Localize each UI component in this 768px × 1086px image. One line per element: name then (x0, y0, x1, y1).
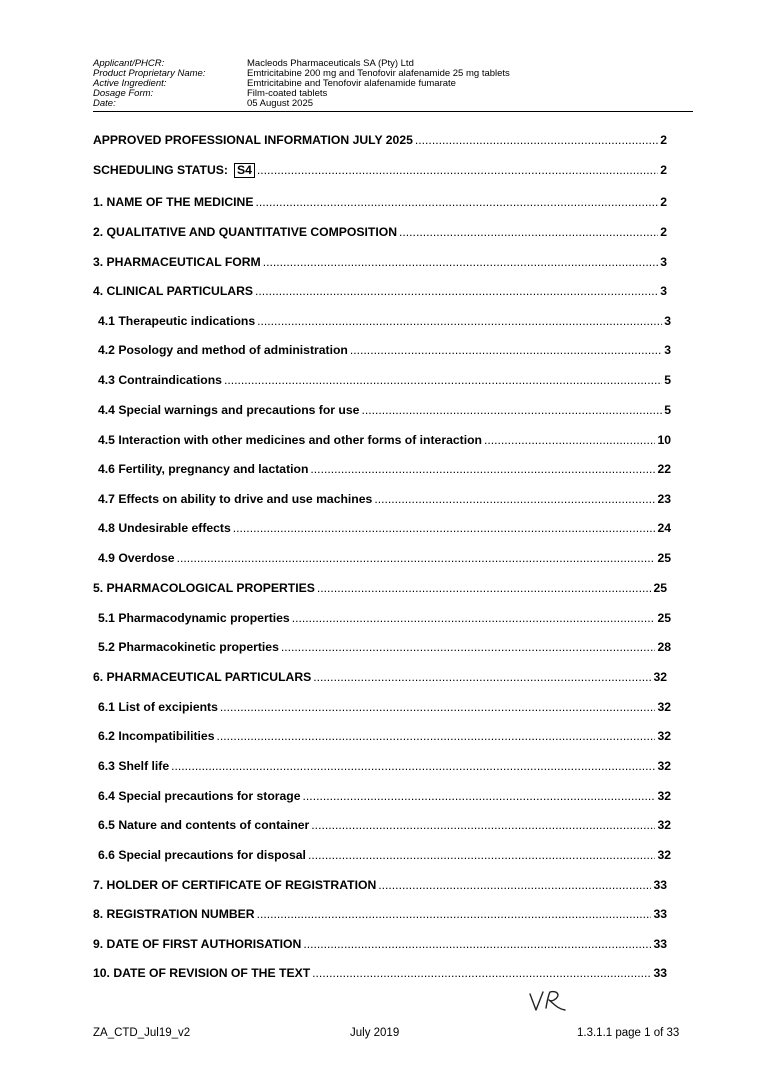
header-row-active-ingredient (93, 79, 693, 89)
toc-entry-page: 25 (653, 581, 667, 595)
toc-leader-dots (312, 966, 651, 980)
toc-entry-page: 2 (660, 225, 667, 239)
toc-entry-title: 6. PHARMACEUTICAL PARTICULARS (93, 670, 312, 684)
toc-entry-title: 4. CLINICAL PARTICULARS (93, 284, 254, 298)
toc-leader-dots (415, 133, 658, 147)
toc-entry[interactable] (98, 759, 671, 773)
toc-entry[interactable] (93, 937, 667, 951)
toc-entry-title: 4.3 Contraindications (98, 373, 222, 387)
toc-entry-page: 23 (657, 492, 671, 506)
toc-entry-title: 8. REGISTRATION NUMBER (93, 907, 255, 921)
toc-entry-page: 32 (657, 759, 671, 773)
header-label: Active Ingredient: (93, 78, 167, 89)
toc-entry-page: 32 (657, 848, 671, 862)
toc-entry-title: 6.3 Shelf life (98, 759, 170, 773)
toc-leader-dots (317, 581, 652, 595)
toc-entry-title: 2. QUALITATIVE AND QUANTITATIVE COMPOSITION (93, 225, 398, 239)
toc-entry[interactable] (98, 462, 671, 476)
toc-entry[interactable] (98, 818, 671, 832)
toc-leader-dots (374, 492, 655, 506)
header-label: Dosage Form: (93, 88, 154, 99)
signature-image (528, 988, 568, 1014)
header-value: Film-coated tablets (247, 88, 328, 99)
header-row-date (93, 99, 693, 109)
toc-entry[interactable] (98, 521, 671, 535)
toc-leader-dots (233, 521, 656, 535)
toc-entry[interactable] (98, 700, 671, 714)
toc-leader-dots (217, 729, 656, 743)
header-value: 05 August 2025 (247, 98, 314, 109)
toc-entry[interactable] (93, 195, 667, 209)
toc-leader-dots (263, 255, 659, 269)
toc-entry-title: 6.6 Special precautions for disposal (98, 848, 306, 862)
toc-leader-dots (171, 759, 655, 773)
toc-entry-title: 4.5 Interaction with other medicines and other forms of interaction (98, 433, 482, 447)
toc-entry-page: 32 (657, 818, 671, 832)
toc-entry-title: 9. DATE OF FIRST AUTHORISATION (93, 937, 302, 951)
toc-leader-dots (303, 937, 651, 951)
toc-entry[interactable] (98, 373, 671, 387)
toc-entry-page: 22 (657, 462, 671, 476)
toc-entry-title: SCHEDULING STATUS: (93, 163, 228, 177)
toc-entry-page: 10 (657, 433, 671, 447)
toc-entry-title: 4.8 Undesirable effects (98, 521, 231, 535)
toc-entry-page: 33 (653, 907, 667, 921)
toc-entry[interactable] (93, 878, 667, 892)
toc-entry-title: 6.4 Special precautions for storage (98, 789, 301, 803)
toc-leader-dots (255, 284, 658, 298)
toc-leader-dots (310, 462, 655, 476)
document-header (93, 59, 693, 112)
toc-entry-page: 32 (653, 670, 667, 684)
toc-entry[interactable] (98, 611, 671, 625)
toc-entry-title: 5.2 Pharmacokinetic properties (98, 640, 279, 654)
toc-entry[interactable] (98, 403, 671, 417)
toc-entry[interactable] (93, 966, 667, 980)
toc-leader-dots (303, 789, 656, 803)
header-value: Emtricitabine and Tenofovir alafenamide fumarate (247, 78, 456, 89)
toc-entry[interactable] (93, 581, 667, 595)
toc-entry-page: 32 (657, 789, 671, 803)
toc-entry-page: 3 (660, 284, 667, 298)
toc-leader-dots (224, 373, 662, 387)
toc-entry-page: 3 (660, 255, 667, 269)
toc-entry-page: 2 (660, 195, 667, 209)
toc-entry-page: 24 (657, 521, 671, 535)
toc-entry-title: 6.2 Incompatibilities (98, 729, 215, 743)
toc-entry[interactable] (98, 789, 671, 803)
toc-entry[interactable] (98, 492, 671, 506)
header-value: Emtricitabine 200 mg and Tenofovir alafenamide 25 mg tablets (247, 68, 510, 79)
toc-leader-dots (255, 195, 658, 209)
toc-leader-dots (378, 878, 651, 892)
toc-entry-page: 33 (653, 937, 667, 951)
toc-entry-title: 4.1 Therapeutic indications (98, 314, 256, 328)
toc-leader-dots (399, 225, 658, 239)
toc-entry-title: 5.1 Pharmacodynamic properties (98, 611, 290, 625)
footer-page-number: 1.3.1.1 page 1 of 33 (577, 1027, 680, 1039)
toc-entry[interactable] (98, 433, 671, 447)
header-label: Date: (93, 98, 116, 109)
toc-entry-title: 10. DATE OF REVISION OF THE TEXT (93, 966, 311, 980)
scheduling-status-box: S4 (234, 163, 255, 178)
toc-entry-page: 32 (657, 700, 671, 714)
toc-leader-dots (220, 700, 656, 714)
toc-entry[interactable] (93, 670, 667, 684)
toc-entry-title: 1. NAME OF THE MEDICINE (93, 195, 254, 209)
toc-leader-dots (257, 907, 652, 921)
toc-entry-title: 3. PHARMACEUTICAL FORM (93, 255, 261, 269)
toc-entry-approved[interactable] (93, 133, 667, 147)
toc-entry-title: 4.7 Effects on ability to drive and use machines (98, 492, 373, 506)
header-label: Product Proprietary Name: (93, 68, 206, 79)
toc-leader-dots (484, 433, 655, 447)
toc-entry-page: 28 (657, 640, 671, 654)
toc-entry-scheduling-status[interactable] (93, 163, 667, 178)
toc-entry-title: 6.5 Nature and contents of container (98, 818, 310, 832)
toc-entry-page: 2 (660, 163, 667, 177)
toc-entry-title: 4.9 Overdose (98, 551, 175, 565)
header-label: Applicant/PHCR: (93, 58, 165, 69)
toc-entry-page: 33 (653, 878, 667, 892)
toc-entry-page: 5 (664, 373, 671, 387)
toc-entry[interactable] (98, 551, 671, 565)
toc-entry[interactable] (98, 729, 671, 743)
toc-entry[interactable] (98, 848, 671, 862)
toc-leader-dots (177, 551, 656, 565)
toc-leader-dots (257, 314, 662, 328)
toc-entry-page: 5 (664, 403, 671, 417)
toc-leader-dots (361, 403, 662, 417)
toc-entry[interactable] (93, 284, 667, 298)
toc-leader-dots (281, 640, 656, 654)
footer-date: July 2019 (350, 1027, 400, 1039)
toc-entry-title: 7. HOLDER OF CERTIFICATE OF REGISTRATION (93, 878, 377, 892)
toc-leader-dots (313, 670, 651, 684)
toc-entry[interactable] (98, 314, 671, 328)
toc-leader-dots (311, 818, 655, 832)
toc-entry-page: 25 (657, 551, 671, 565)
toc-leader-dots (308, 848, 656, 862)
toc-entry[interactable] (98, 343, 671, 357)
toc-entry-title: 6.1 List of excipients (98, 700, 218, 714)
toc-entry[interactable] (93, 907, 667, 921)
toc-entry-title: 4.2 Posology and method of administration (98, 343, 348, 357)
toc-entry-page: 2 (660, 133, 667, 147)
toc-entry[interactable] (93, 225, 667, 239)
toc-entry[interactable] (93, 255, 667, 269)
header-row-dosage-form (93, 89, 693, 99)
footer-document-code: ZA_CTD_Jul19_v2 (93, 1027, 191, 1039)
toc-entry[interactable] (98, 640, 671, 654)
toc-entry-title: 4.4 Special warnings and precautions for use (98, 403, 360, 417)
toc-entry-title: 4.6 Fertility, pregnancy and lactation (98, 462, 309, 476)
toc-entry-page: 33 (653, 966, 667, 980)
toc-entry-page: 3 (664, 343, 671, 357)
header-value: Macleods Pharmaceuticals SA (Pty) Ltd (247, 58, 414, 69)
toc-leader-dots (257, 163, 658, 177)
toc-entry-page: 3 (664, 314, 671, 328)
toc-entry-title: APPROVED PROFESSIONAL INFORMATION JULY 2025 (93, 133, 413, 147)
toc-leader-dots (350, 343, 662, 357)
toc-entry-page: 32 (657, 729, 671, 743)
toc-leader-dots (292, 611, 656, 625)
toc-entry-title: 5. PHARMACOLOGICAL PROPERTIES (93, 581, 315, 595)
toc-entry-page: 25 (657, 611, 671, 625)
